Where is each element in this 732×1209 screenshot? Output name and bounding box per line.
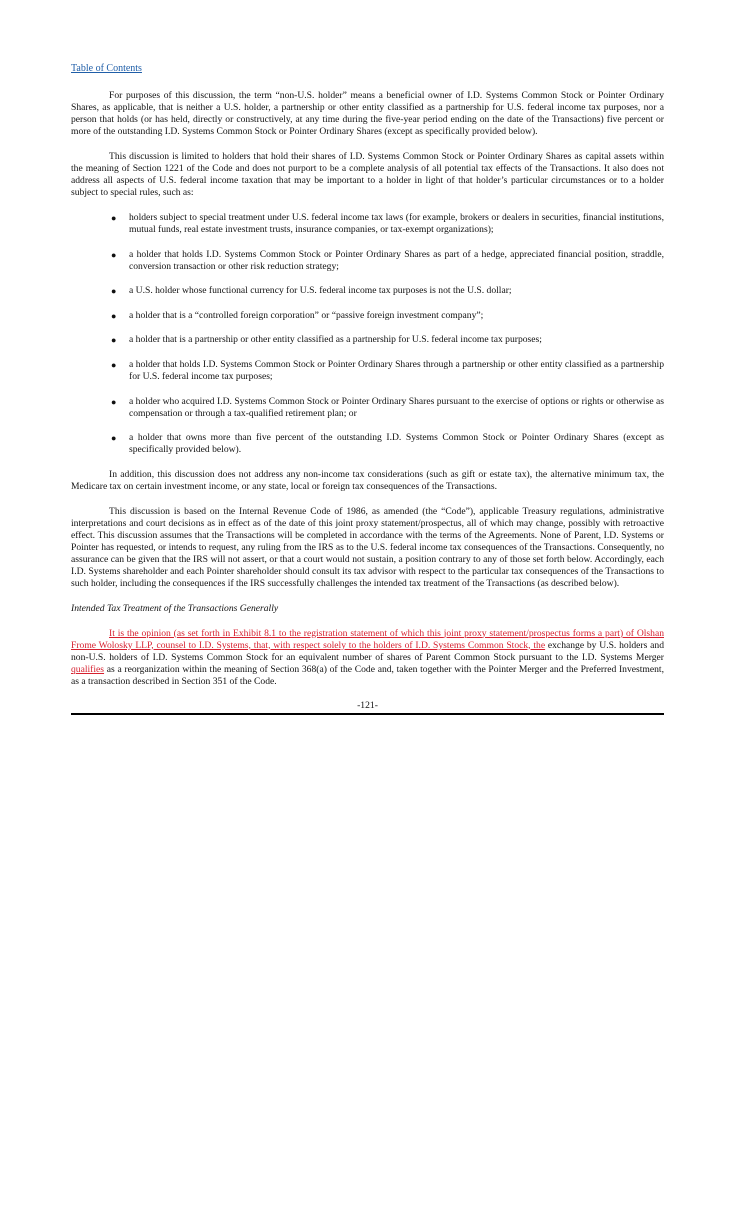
list-item: [71, 310, 664, 322]
list-item-text: a holder who acquired I.D. Systems Common Stock or Pointer Ordinary Shares pursuant to the exercise of options or rights or otherwise as compensation or through a tax-qualified retirement plan; or: [129, 395, 664, 419]
list-item-text: a holder that is a partnership or other entity classified as a partnership for U.S. federal income tax purposes;: [129, 334, 542, 346]
opinion-text-part-2: as a reorganization within the meaning of Section 368(a) of the Code and, taken together with the Pointer Merger and the Preferred Investment, as a transaction described in Section 351 of the Code.: [71, 663, 664, 687]
bullet-icon: ●: [111, 360, 117, 370]
paragraph-code-basis: This discussion is based on the Internal Revenue Code of 1986, as amended (the “Code”), applicable Treasury regulations, administrative interpretations and court decisions as in effect as of the date of this joint proxy statement/prospectus, all of which may change, possibly with retroactive effect. This discussion assumes that the Transactions will be completed in accordance with the terms of the Agreements. None of Parent, I.D. Systems or Pointer has requested, or intends to request, any ruling from the IRS as to the U.S. federal income tax consequences of the Transactions. Consequently, no assurance can be given that the IRS will not assert, or that a court would not sustain, a position contrary to any of those set forth below. Accordingly, each I.D. Systems shareholder and each Pointer shareholder should consult its tax advisor with respect to the particular tax consequences of the Transactions to such holder, including the consequences if the IRS successfully challenges the intended tax treatment of the Transactions (as described below).: [71, 505, 664, 590]
list-item: [71, 212, 664, 236]
list-item-text: a holder that is a “controlled foreign corporation” or “passive foreign investment company”;: [129, 309, 484, 321]
table-of-contents-link[interactable]: Table of Contents: [71, 63, 142, 74]
list-item: [71, 359, 664, 383]
opinion-text-part-1: exchange by U.S. holders and non-U.S. holders of I.D. Systems Common Stock for an equivalent number of shares of Parent Common Stock pursuant to the I.D. Systems Merger: [71, 639, 664, 663]
bullet-icon: ●: [111, 249, 117, 260]
special-rules-list: [71, 212, 664, 457]
bullet-icon: ●: [111, 433, 117, 444]
bullet-icon: ●: [111, 335, 117, 346]
paragraph-tax-opinion: [71, 628, 664, 688]
list-item: [71, 285, 664, 297]
list-item-text: a holder that holds I.D. Systems Common Stock or Pointer Ordinary Shares through a partnership or other entity classified as a partnership for U.S. federal income tax purposes;: [129, 359, 664, 383]
bullet-icon: ●: [111, 310, 117, 321]
bullet-icon: ●: [111, 286, 117, 297]
revised-text-opinion-intro: It is the opinion (as set forth in Exhibit 8.1 to the registration statement of which this joint proxy statement/prospectus forms a part) of Olshan Frome Wolosky LLP, counsel to I.D. Systems, that, with respect solely to the holders of I.D. Systems Common Stock, the: [71, 627, 664, 651]
page-number: -121-: [357, 700, 378, 712]
footer-divider: [71, 713, 664, 715]
revised-text-qualifies: qualifies: [71, 663, 105, 675]
list-item: [71, 334, 664, 346]
list-item-text: a U.S. holder whose functional currency for U.S. federal income tax purposes is not the U.S. dollar;: [129, 285, 512, 297]
list-item: [71, 249, 664, 273]
list-item: [71, 432, 664, 456]
section-heading: Intended Tax Treatment of the Transactions Generally: [71, 602, 279, 614]
list-item-text: a holder that owns more than five percent of the outstanding I.D. Systems Common Stock or Pointer Ordinary Shares (except as specifically provided below).: [129, 432, 664, 456]
bullet-icon: ●: [111, 212, 117, 223]
list-item-text: a holder that holds I.D. Systems Common Stock or Pointer Ordinary Shares as part of a hedge, appreciated financial position, straddle, conversion transaction or other risk reduction strategy;: [129, 248, 664, 272]
document-page: [71, 63, 664, 715]
list-item: [71, 396, 664, 420]
paragraph-non-income-tax: In addition, this discussion does not address any non-income tax considerations (such as gift or estate tax), the alternative minimum tax, the Medicare tax on certain investment income, or any state, local or foreign tax consequences of the Transactions.: [71, 469, 664, 493]
paragraph-discussion-scope: This discussion is limited to holders that hold their shares of I.D. Systems Common Stock or Pointer Ordinary Shares as capital assets within the meaning of Section 1221 of the Code and does not purport to be a complete analysis of all potential tax effects of the Transactions. It also does not address all aspects of U.S. federal income taxation that may be important to a holder in light of that holder’s particular circumstances or to a holder subject to special rules, such as:: [71, 150, 664, 199]
list-item-text: holders subject to special treatment under U.S. federal income tax laws (for example, brokers or dealers in securities, financial institutions, mutual funds, real estate investment trusts, insurance companies, or tax-exempt organizations);: [129, 211, 664, 235]
paragraph-non-us-holder-definition: For purposes of this discussion, the term “non-U.S. holder” means a beneficial owner of I.D. Systems Common Stock or Pointer Ordinary Shares, as applicable, that is neither a U.S. holder, a partnership or other entity classified as a partnership for U.S. federal income tax purposes, nor a person that holds (or has held, directly or constructively, at any time during the five-year period ending on the date of the Transactions) five percent or more of the outstanding I.D. Systems Common Stock or Pointer Ordinary Shares (except as specifically provided below).: [71, 90, 664, 138]
bullet-icon: ●: [111, 396, 117, 407]
